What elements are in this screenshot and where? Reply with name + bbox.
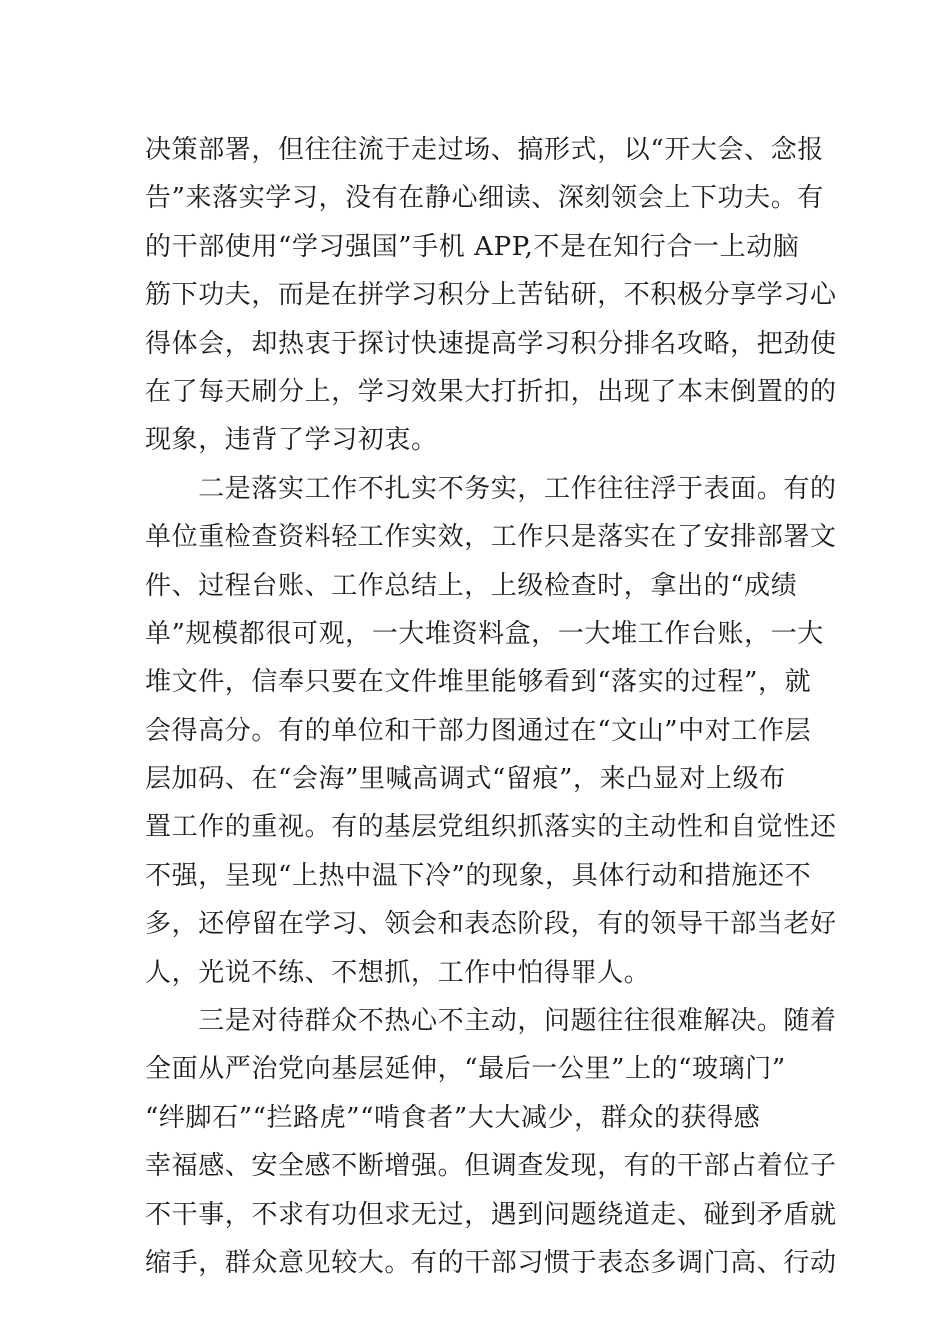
text-line: 层加码、在“会海”里喊高调式“留痕”，来凸显对上级布 — [145, 764, 786, 795]
text-line: 二是落实工作不扎实不务实，工作往往浮于表面。有的 — [145, 473, 837, 504]
text-line: 件、过程台账、工作总结上，上级检查时，拿出的“成绩 — [145, 570, 798, 601]
text-line: 单位重检查资料轻工作实效，工作只是落实在了安排部署文 — [145, 522, 837, 553]
text-line: 缩手，群众意见较大。有的干部习惯于表态多调门高、行动 — [145, 1247, 837, 1278]
paragraph-3 — [145, 997, 837, 1287]
paragraph-2 — [145, 465, 837, 997]
paragraph-1 — [145, 126, 837, 465]
body-text — [145, 126, 837, 1287]
text-line: 会得高分。有的单位和干部力图通过在“文山”中对工作层 — [145, 715, 812, 746]
text-line: 单”规模都很可观，一大堆资料盒，一大堆工作台账，一大 — [145, 618, 824, 649]
text-line: 筋下功夫，而是在拼学习积分上苦钻研，不积极分享学习心 — [145, 280, 837, 311]
text-line: 得体会，却热衷于探讨快速提高学习积分排名攻略，把劲使 — [145, 328, 837, 359]
text-line: 置工作的重视。有的基层党组织抓落实的主动性和自觉性还 — [145, 812, 837, 843]
text-line: 全面从严治党向基层延伸，“最后一公里”上的“玻璃门” — [145, 1054, 786, 1085]
text-line: 不强，呈现“上热中温下冷”的现象，具体行动和措施还不 — [145, 860, 812, 891]
text-line: 多，还停留在学习、领会和表态阶段，有的领导干部当老好 — [145, 909, 837, 940]
text-line: 在了每天刷分上，学习效果大打折扣，出现了本末倒置的的 — [145, 376, 837, 407]
text-line: 幸福感、安全感不断增强。但调查发现，有的干部占着位子 — [145, 1151, 837, 1182]
text-line: “绊脚石”“拦路虎”“啃食者”大大减少，群众的获得感 — [145, 1102, 761, 1133]
text-line: 现象，违背了学习初衷。 — [145, 425, 438, 456]
text-line: 三是对待群众不热心不主动，问题往往很难解决。随着 — [145, 1006, 837, 1037]
text-line: 人，光说不练、不想抓，工作中怕得罪人。 — [145, 957, 651, 988]
text-line: 决策部署，但往往流于走过场、搞形式，以“开大会、念报 — [145, 135, 824, 165]
text-line: 堆文件，信奉只要在文件堆里能够看到“落实的过程”，就 — [145, 667, 812, 698]
text-line: 告”来落实学习，没有在静心细读、深刻领会上下功夫。有 — [145, 183, 824, 214]
text-line: 不干事，不求有功但求无过，遇到问题绕道走、碰到矛盾就 — [145, 1199, 837, 1230]
text-line: 的干部使用“学习强国”手机 APP,不是在知行合一上动脑 — [145, 231, 800, 262]
